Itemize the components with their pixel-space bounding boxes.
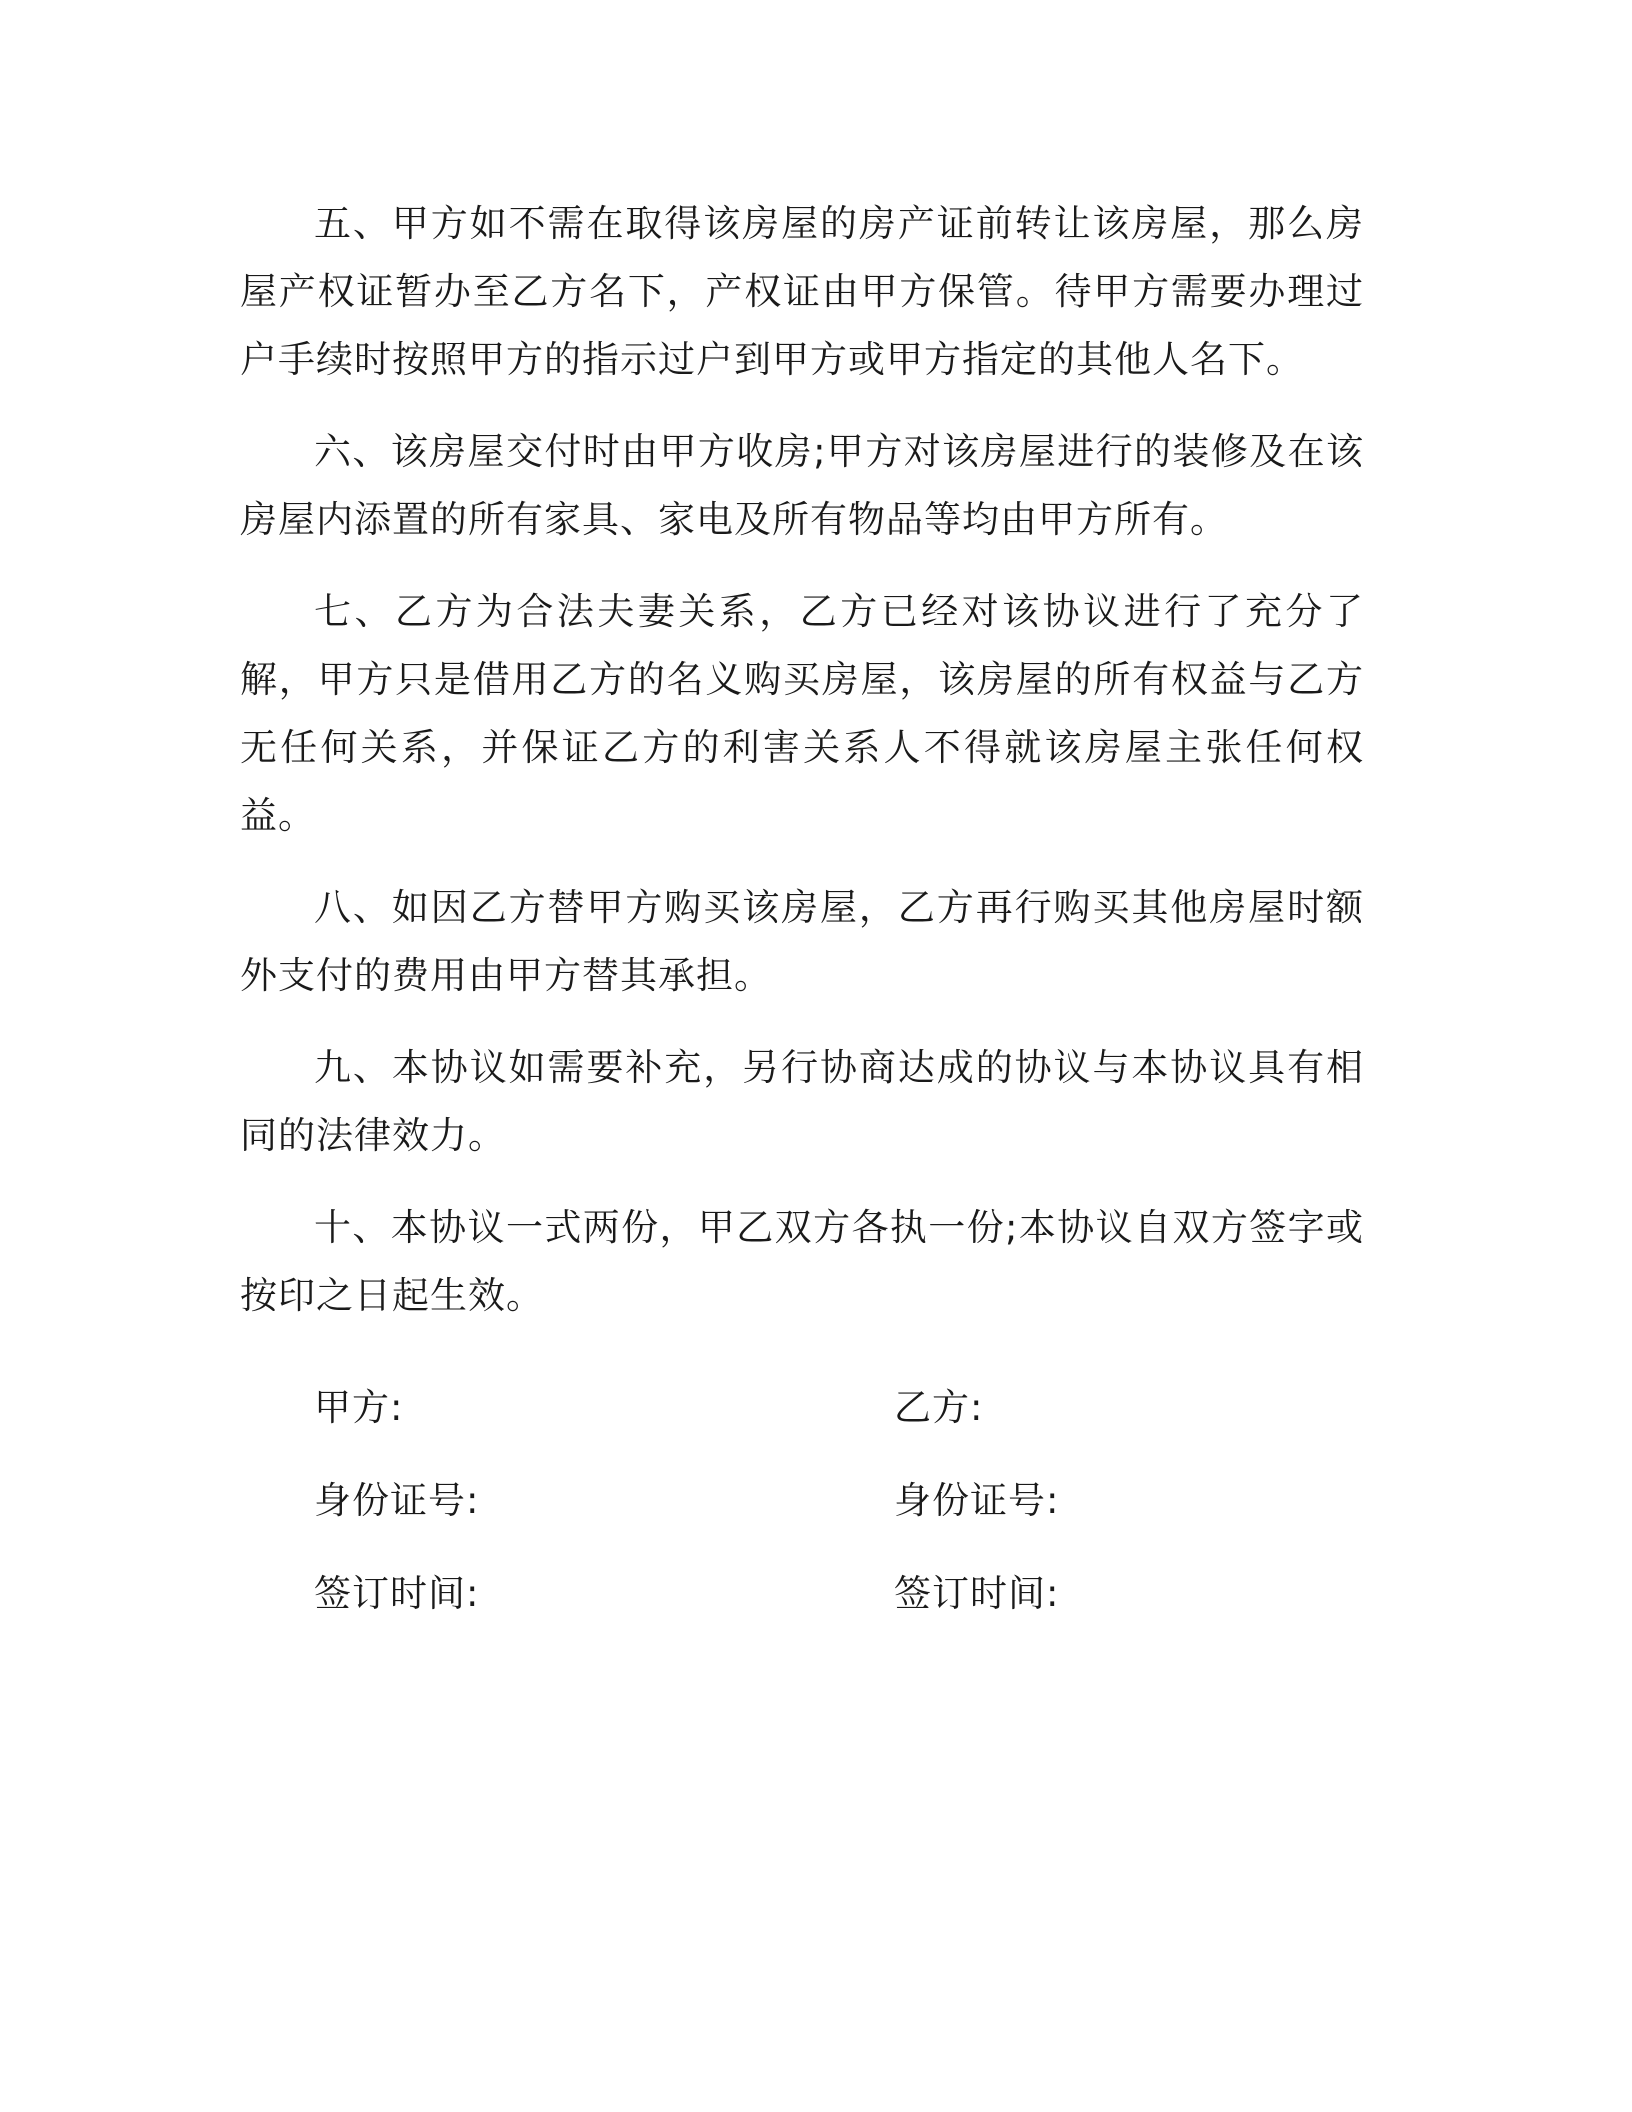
party-a-label: 甲方: [314, 1386, 404, 1429]
party-a-date-label: 签订时间: [314, 1572, 480, 1615]
signature-row-id [314, 1473, 1314, 1566]
party-b-date-label: 签订时间: [894, 1572, 1060, 1615]
clause-6: 六、该房屋交付时由甲方收房;甲方对该房屋进行的装修及在该房屋内添置的所有家具、家电及所有物品等均由甲方所有。 [240, 430, 1364, 541]
party-b-id-label: 身份证号: [894, 1479, 1060, 1522]
clause-7: 七、乙方为合法夫妻关系，乙方已经对该协议进行了充分了解，甲方只是借用乙方的名义购买房屋，该房屋的所有权益与乙方无任何关系，并保证乙方的利害关系人不得就该房屋主张任何权益。 [240, 590, 1364, 837]
clause-10: 十、本协议一式两份，甲乙双方各执一份;本协议自双方签字或按印之日起生效。 [240, 1206, 1364, 1317]
clause-9: 九、本协议如需要补充，另行协商达成的协议与本协议具有相同的法律效力。 [240, 1046, 1364, 1157]
signature-row-date [314, 1566, 1314, 1659]
party-a-id-label: 身份证号: [314, 1479, 480, 1522]
signature-row-party [314, 1380, 1314, 1473]
party-b-label: 乙方: [894, 1386, 984, 1429]
signature-block [314, 1380, 1314, 1659]
clause-5: 五、甲方如不需在取得该房屋的房产证前转让该房屋，那么房屋产权证暂办至乙方名下，产权证由甲方保管。待甲方需要办理过户手续时按照甲方的指示过户到甲方或甲方指定的其他人名下。 [240, 202, 1364, 381]
agreement-clauses [240, 190, 1364, 1354]
clause-8: 八、如因乙方替甲方购买该房屋，乙方再行购买其他房屋时额外支付的费用由甲方替其承担。 [240, 886, 1364, 997]
